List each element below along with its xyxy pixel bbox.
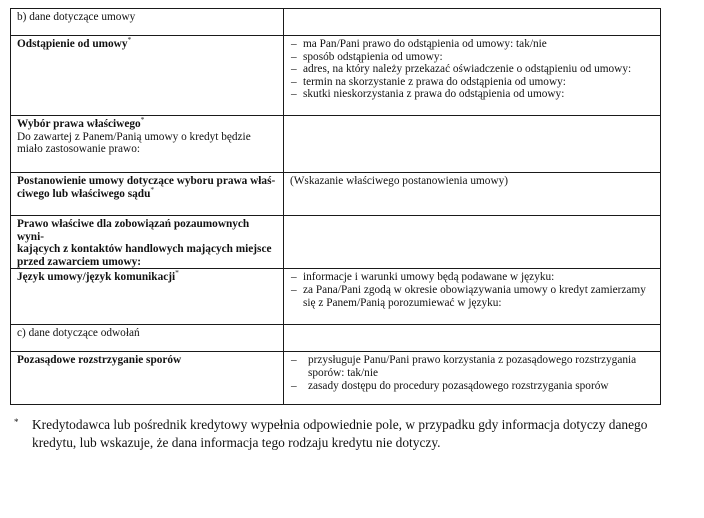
list-item: – sposób odstąpienia od umowy: <box>290 51 654 64</box>
withdrawal-list <box>290 38 654 101</box>
table-row <box>11 352 661 405</box>
non-contractual-label-line2: kających z kontaktów handlowych mających miejsce <box>17 243 272 256</box>
language-value-cell <box>284 269 661 325</box>
non-contractual-label-cell <box>11 216 284 269</box>
language-label-cell <box>11 269 284 325</box>
disputes-label-cell <box>11 352 284 405</box>
list-item: – przysługuje Panu/Pani prawo korzystania z pozasądowego rozstrzygania sporów: tak/nie <box>290 354 654 379</box>
section-c-header <box>11 325 284 352</box>
withdrawal-value-cell <box>284 36 661 116</box>
law-choice-description: Do zawartej z Panem/Panią umowy o kredyt będzie miało zastosowanie prawo: <box>17 130 251 156</box>
footnote-text: Kredytodawca lub pośrednik kredytowy wypełnia odpowiednie pole, w przypadku gdy informacja dotyczy danego kredytu, lub wskazuje, że dana informacja tego rodzaju kredytu nie dotyczy. <box>32 417 648 450</box>
withdrawal-label-cell <box>11 36 284 116</box>
table-row <box>11 325 661 352</box>
list-item: – adres, na który należy przekazać oświadczenie o odstąpieniu od umowy: <box>290 63 654 76</box>
table-row <box>11 269 661 325</box>
law-provision-label-line1: Postanowienie umowy dotyczące wyboru prawa właś- <box>17 175 276 187</box>
law-provision-label-cell <box>11 173 284 216</box>
law-provision-value: (Wskazanie właściwego postanowienia umowy) <box>290 175 509 187</box>
footnote-marker: * <box>14 417 19 427</box>
withdrawal-label: Odstąpienie od umowy <box>17 38 128 50</box>
list-item: – termin na skorzystanie z prawa do odstąpienia od umowy: <box>290 76 654 89</box>
empty-cell <box>284 325 661 352</box>
table-row <box>11 173 661 216</box>
table-row <box>11 9 661 36</box>
disputes-list <box>290 354 654 392</box>
footnote <box>14 416 682 452</box>
footnote-marker: * <box>140 115 145 125</box>
section-c-header-text: c) dane dotyczące odwołań <box>17 327 140 340</box>
section-b-header <box>11 9 284 36</box>
non-contractual-label-line1: Prawo właściwe dla zobowiązań pozaumownych wyni- <box>17 218 250 243</box>
footnote-marker: * <box>175 268 179 278</box>
section-b-header-text: b) dane dotyczące umowy <box>17 11 136 23</box>
law-choice-value-cell <box>284 116 661 173</box>
list-item: – zasady dostępu do procedury pozasądowego rozstrzygania sporów <box>290 380 654 393</box>
disputes-value-cell <box>284 352 661 405</box>
non-contractual-label-line3: przed zawarciem umowy: <box>17 255 142 268</box>
law-choice-label: Wybór prawa właściwego <box>17 118 141 130</box>
table-row <box>11 116 661 173</box>
law-choice-label-cell <box>11 116 284 173</box>
footnote-marker: * <box>150 184 155 194</box>
empty-cell <box>284 9 661 36</box>
list-item: – ma Pan/Pani prawo do odstąpienia od umowy: tak/nie <box>290 38 654 51</box>
language-list <box>290 271 654 309</box>
law-provision-label-line2: ciwego lub właściwego sądu <box>17 187 151 200</box>
list-item: – skutki nieskorzystania z prawa do odstąpienia od umowy: <box>290 88 654 101</box>
list-item: – informacje i warunki umowy będą podawane w języku: <box>290 271 654 284</box>
table-row <box>11 36 661 116</box>
language-label: Język umowy/język komunikacji <box>17 271 176 284</box>
table-row <box>11 216 661 269</box>
non-contractual-value-cell <box>284 216 661 269</box>
law-provision-value-cell <box>284 173 661 216</box>
footnote-marker: * <box>127 35 132 45</box>
credit-info-table <box>10 8 661 405</box>
list-item: – za Pana/Pani zgodą w okresie obowiązywania umowy o kredyt zamierzamy się z Panem/Panią porozumiewać w języku: <box>290 284 654 309</box>
disputes-label: Pozasądowe rozstrzyganie sporów <box>17 354 182 367</box>
